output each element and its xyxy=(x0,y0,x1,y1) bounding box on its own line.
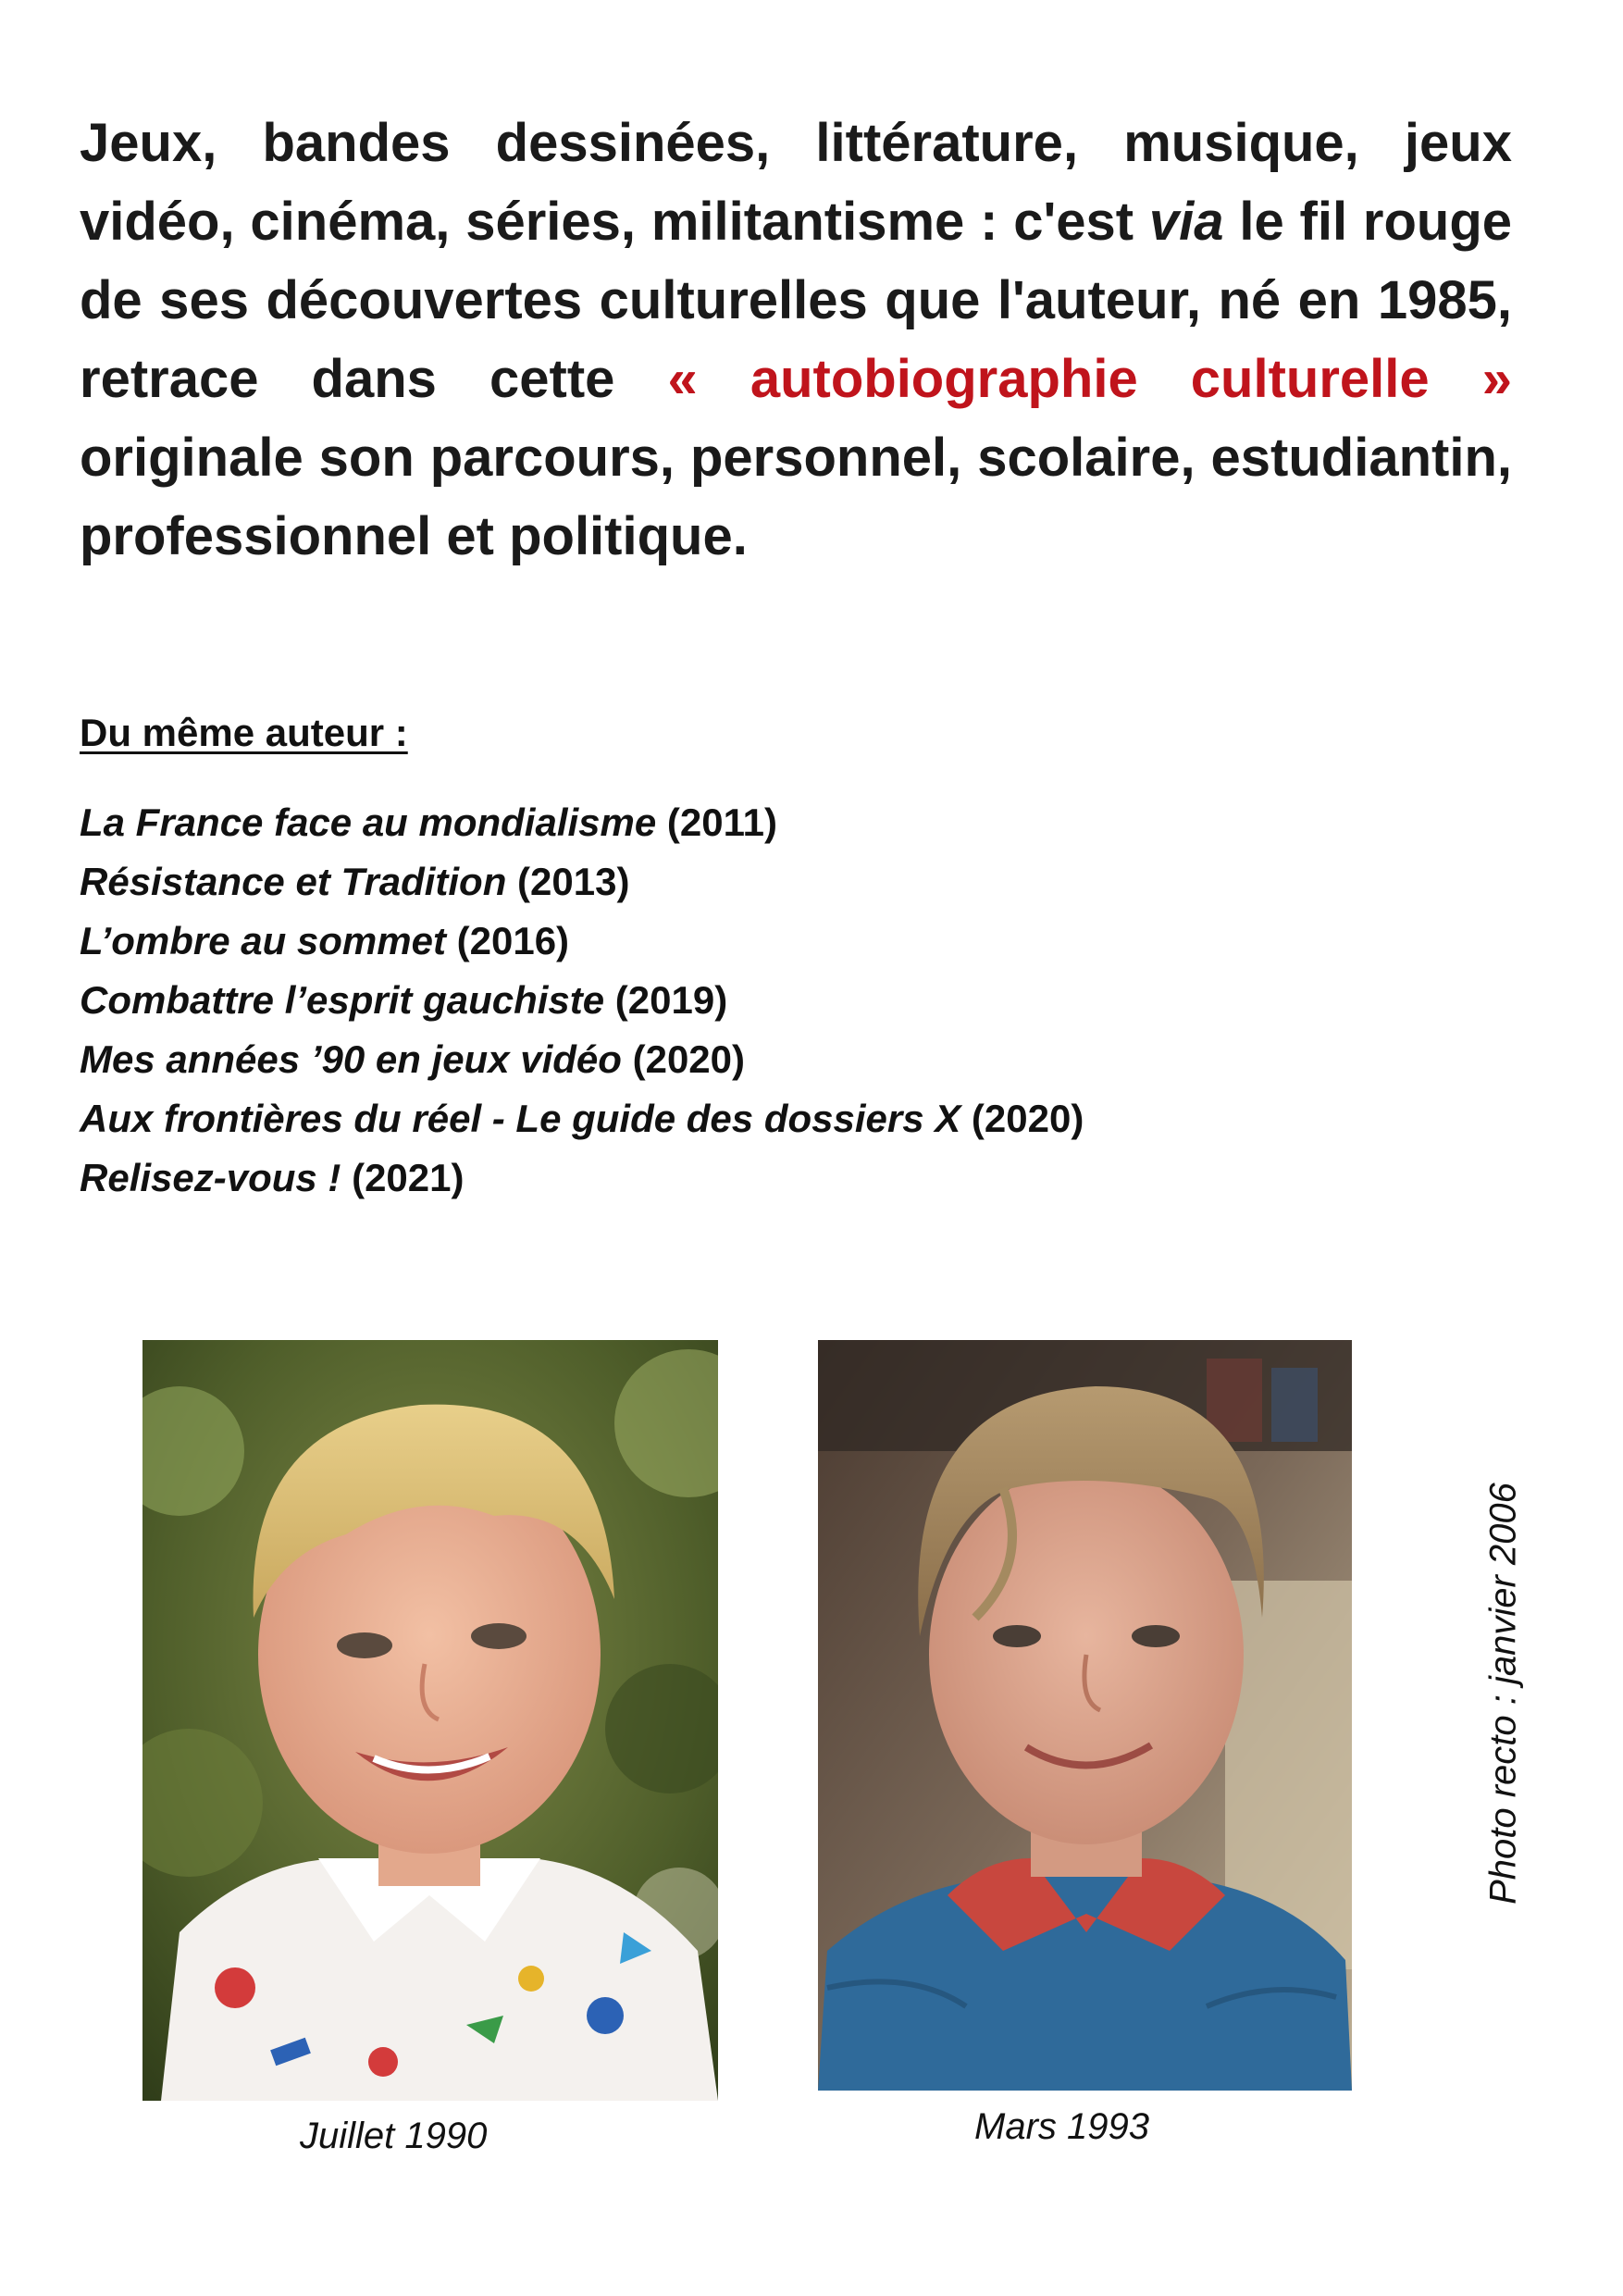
blurb-highlight: « autobiographie culturelle » xyxy=(667,349,1512,409)
child-portrait-1993 xyxy=(818,1340,1352,2091)
book-year: (2011) xyxy=(656,800,777,844)
book-item xyxy=(80,852,1084,912)
book-title: Relisez-vous ! xyxy=(80,1156,341,1199)
book-item xyxy=(80,912,1084,971)
book-year: (2013) xyxy=(506,860,630,903)
book-title: Aux frontières du réel - Le guide des dossiers X xyxy=(80,1097,961,1140)
same-author-heading: Du même auteur : xyxy=(80,711,408,754)
book-item xyxy=(80,1148,1084,1208)
book-title: Résistance et Tradition xyxy=(80,860,507,903)
book-year: (2016) xyxy=(445,919,570,962)
child-portrait-1990 xyxy=(142,1340,718,2101)
blurb-via: via xyxy=(1148,192,1224,252)
book-item xyxy=(80,793,1084,852)
caption-july-1990: Juillet 1990 xyxy=(300,2116,488,2156)
book-title: Mes années ’90 en jeux vidéo xyxy=(80,1037,622,1081)
book-year: (2020) xyxy=(960,1097,1084,1140)
back-cover-blurb xyxy=(80,104,1512,576)
book-year: (2020) xyxy=(621,1037,746,1081)
book-item xyxy=(80,1030,1084,1089)
book-title: La France face au mondialisme xyxy=(80,800,657,844)
photo-july-1990 xyxy=(142,1340,718,2101)
book-title: L’ombre au sommet xyxy=(80,919,446,962)
book-year: (2021) xyxy=(341,1156,465,1199)
blurb-part-1: Jeux, bandes dessinées, littérature, musique, jeux vidéo, cinéma, séries, militantisme : c'est xyxy=(80,113,1512,252)
caption-march-1993: Mars 1993 xyxy=(974,2106,1149,2147)
book-title: Combattre l’esprit gauchiste xyxy=(80,978,605,1022)
book-item xyxy=(80,971,1084,1030)
blurb-part-2: le fil rouge de ses découvertes culturelles que l'auteur, né en 1985, retrace dans cette xyxy=(80,192,1513,409)
photo-march-1993 xyxy=(818,1340,1352,2091)
book-list xyxy=(80,793,1084,1208)
blurb-part-3: originale son parcours, personnel, scolaire, estudiantin, professionnel et politique. xyxy=(80,428,1512,566)
book-item xyxy=(80,1089,1084,1148)
front-photo-credit: Photo recto : janvier 2006 xyxy=(1482,1483,1524,1905)
book-year: (2019) xyxy=(604,978,728,1022)
